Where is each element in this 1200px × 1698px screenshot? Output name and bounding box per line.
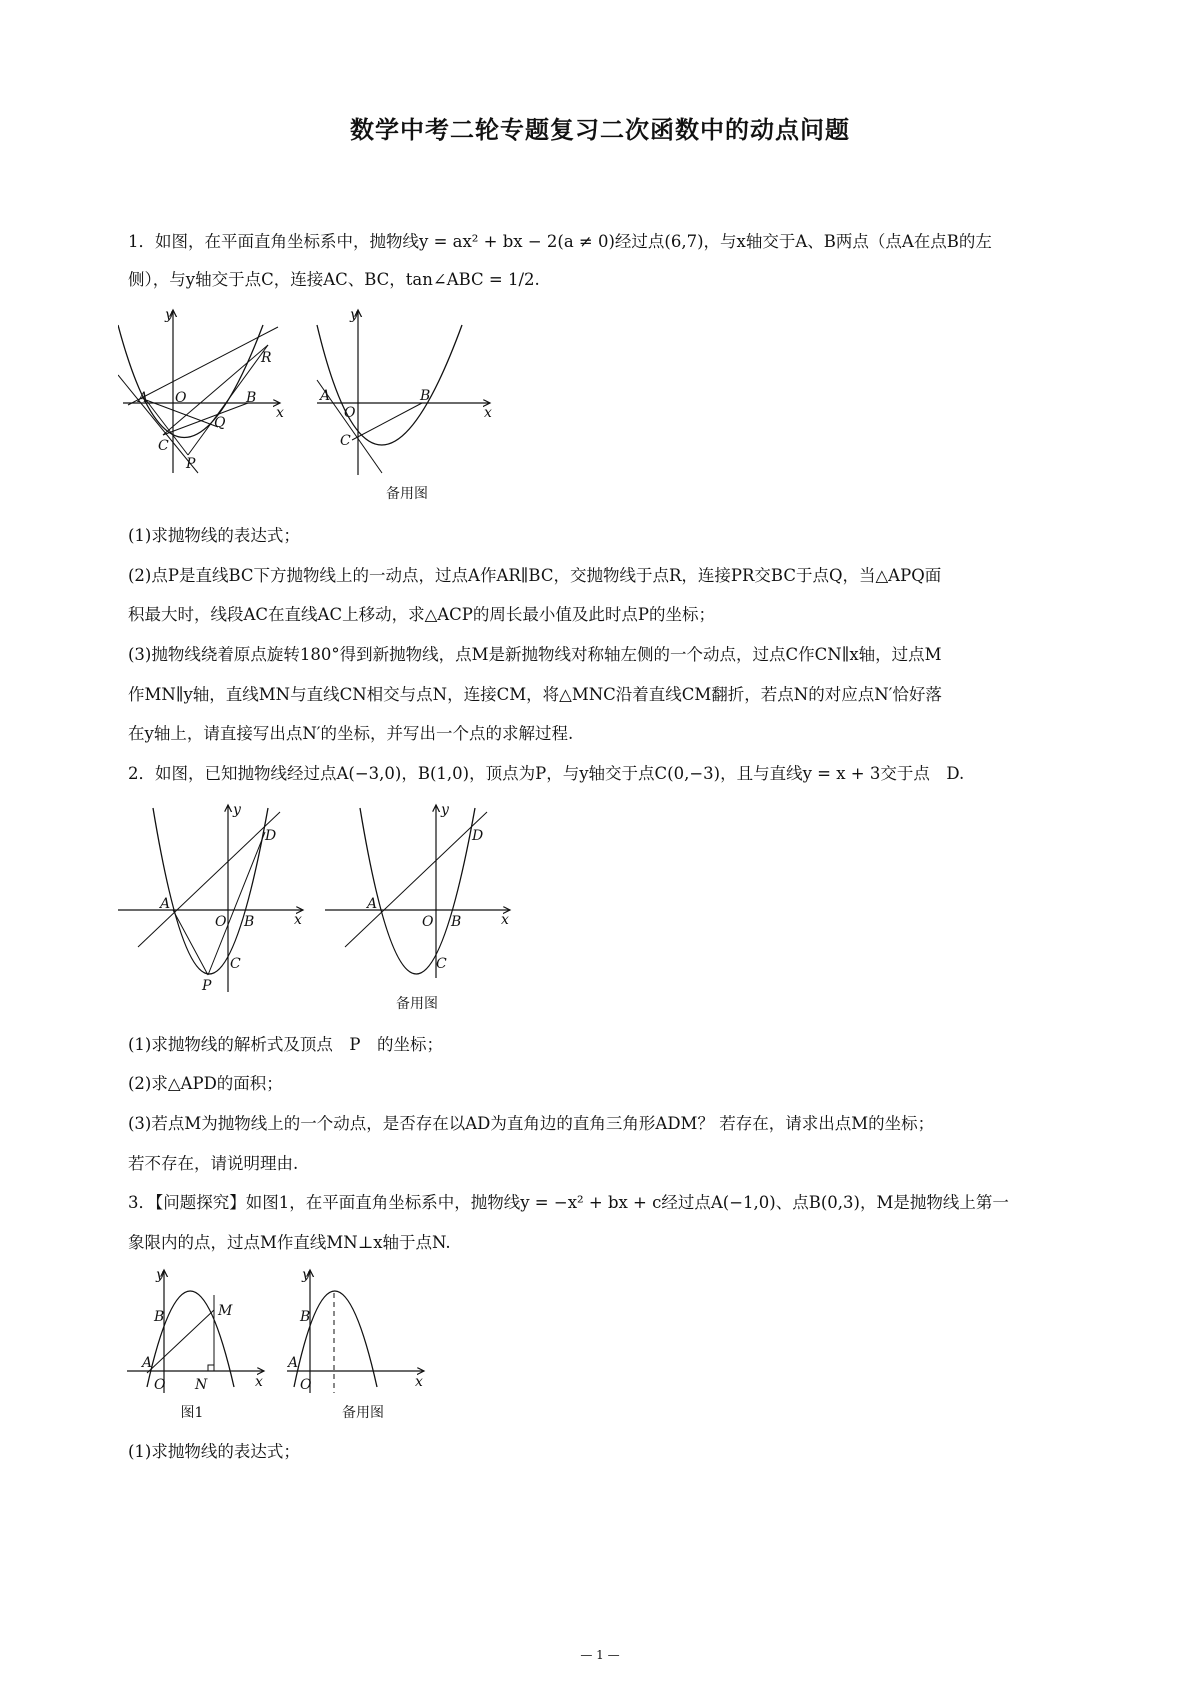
q3-figure-backup: [282, 1265, 432, 1405]
q1-label-O: O: [175, 390, 187, 406]
q1b-x-label: x: [484, 405, 492, 421]
q1-sub2-line-1: (2)点P是直线BC下方抛物线上的一动点，过点A作AR∥BC，交抛物线于点R，连接PR交BC于点Q，当△APQ面: [128, 566, 942, 585]
q1-stem-line-2: 侧），与y轴交于点C，连接AC、BC，tan∠ABC = 1/2.: [128, 270, 540, 289]
q3-label-M: M: [218, 1303, 233, 1319]
q3b-label-A: A: [288, 1355, 299, 1371]
page-number: — 1 —: [580, 1648, 620, 1662]
q1b-label-A: A: [320, 388, 331, 404]
q1-backup-caption: 备用图: [386, 486, 428, 502]
q2-x-label: x: [294, 912, 302, 928]
q3b-y-label: y: [302, 1267, 310, 1283]
page-title: 数学中考二轮专题复习二次函数中的动点问题: [350, 116, 850, 144]
q2b-label-B: B: [451, 914, 462, 930]
q3b-x-label: x: [415, 1374, 423, 1390]
q1-sub3-line-3: 在y轴上，请直接写出点N′的坐标，并写出一个点的求解过程.: [128, 724, 574, 743]
q1-label-P: P: [186, 456, 196, 472]
q1-sub2-line-2: 积最大时，线段AC在直线AC上移动，求△ACP的周长最小值及此时点P的坐标；: [128, 605, 716, 624]
q2-sub2: (2)求△APD的面积；: [128, 1074, 283, 1093]
q2-label-D: D: [265, 828, 277, 844]
q1-sub1: (1)求抛物线的表达式；: [128, 526, 300, 545]
q1-label-A: A: [138, 390, 149, 406]
q3-stem-line-1: 3．【问题探究】如图1，在平面直角坐标系中，抛物线y = −x² + bx + c经过点A(−1,0)、点B(0,3)，M是抛物线上第一: [128, 1193, 1009, 1212]
q3-label-N: N: [195, 1377, 208, 1393]
q1-y-label: y: [165, 307, 173, 323]
q3-figure-1-caption: 图1: [180, 1405, 204, 1421]
q1-label-Q: Q: [214, 415, 226, 431]
q1-label-C: C: [158, 438, 169, 454]
q1-label-R: R: [261, 350, 272, 366]
q1-sub3-line-2: 作MN∥y轴，直线MN与直线CN相交与点N，连接CM，将△MNC沿着直线CM翻折，若点N的对应点N′恰好落: [128, 685, 942, 704]
q2-y-label: y: [233, 802, 241, 818]
q2b-label-O: O: [422, 914, 434, 930]
q1-figure-main: [118, 305, 293, 475]
q2-label-A: A: [160, 896, 171, 912]
q1-stem-line-1: 1．如图，在平面直角坐标系中，抛物线y = ax² + bx − 2(a ≠ 0)经过点(6,7)，与x轴交于A、B两点（点A在点B的左: [128, 232, 992, 251]
q2-figure-main: [118, 800, 313, 995]
q3-y-label: y: [156, 1267, 164, 1283]
q2-label-P: P: [202, 978, 212, 994]
q2-label-O: O: [215, 914, 227, 930]
q2-figure-backup: [325, 800, 520, 980]
q1-sub3-line-1: (3)抛物线绕着原点旋转180°得到新抛物线，点M是新抛物线对称轴左侧的一个动点，过点C作CN∥x轴，过点M: [128, 645, 942, 664]
q1b-label-B: B: [420, 388, 431, 404]
q3-label-A: A: [142, 1355, 153, 1371]
q1-figure-backup: [312, 305, 502, 480]
q3-sub1: (1)求抛物线的表达式；: [128, 1442, 300, 1461]
q2b-label-A: A: [367, 896, 378, 912]
q3-backup-caption: 备用图: [342, 1405, 384, 1421]
q2b-y-label: y: [441, 802, 449, 818]
q3b-label-B: B: [300, 1309, 311, 1325]
q2-stem-line-1: 2．如图，已知抛物线经过点A(−3,0)，B(1,0)，顶点为P，与y轴交于点C(0,−3)，且与直线y = x + 3交于点 D.: [128, 764, 965, 783]
q3b-label-O: O: [300, 1377, 312, 1393]
q2-label-C: C: [230, 956, 241, 972]
q1b-label-O: O: [344, 405, 356, 421]
q2b-x-label: x: [501, 912, 509, 928]
q1-x-label: x: [276, 405, 284, 421]
q1-label-B: B: [246, 390, 257, 406]
q2-sub3-line-1: (3)若点M为抛物线上的一个动点，是否存在以AD为直角边的直角三角形ADM？ 若存在，请求出点M的坐标；: [128, 1114, 935, 1133]
q2-sub3-line-2: 若不存在，请说明理由.: [128, 1154, 299, 1173]
q1b-label-C: C: [340, 433, 351, 449]
q3-label-O: O: [154, 1377, 166, 1393]
q1b-y-label: y: [350, 307, 358, 323]
q2b-label-D: D: [472, 828, 484, 844]
q2-sub1: (1)求抛物线的解析式及顶点 P 的坐标；: [128, 1035, 443, 1054]
q2-backup-caption: 备用图: [396, 996, 438, 1012]
q3-x-label: x: [255, 1374, 263, 1390]
q2-label-B: B: [244, 914, 255, 930]
q3-stem-line-2: 象限内的点，过点M作直线MN⊥x轴于点N.: [128, 1233, 451, 1252]
q2b-label-C: C: [436, 956, 447, 972]
q3-label-B: B: [154, 1309, 165, 1325]
q3-figure-1: [122, 1265, 272, 1405]
